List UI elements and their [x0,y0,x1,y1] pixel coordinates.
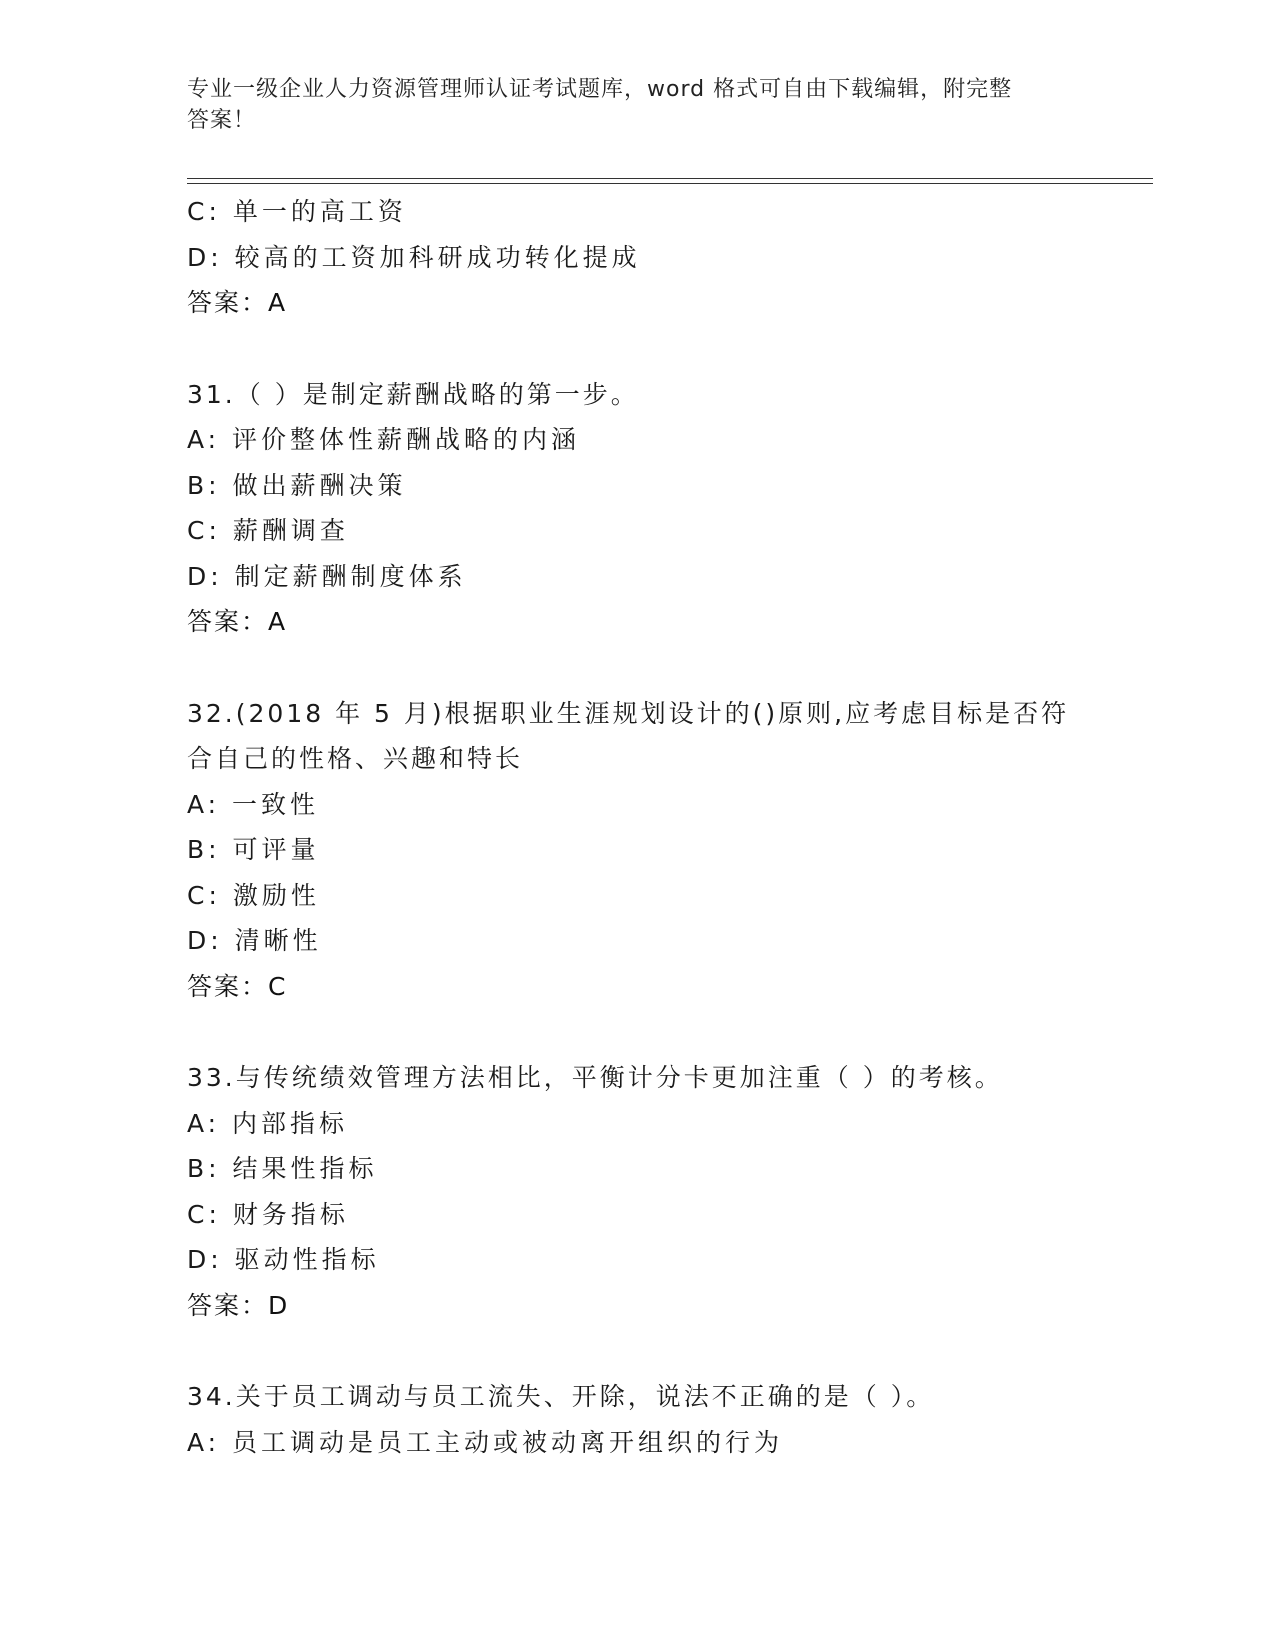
question-stem: 33.与传统绩效管理方法相比，平衡计分卡更加注重（ ）的考核。 [187,1063,1003,1092]
header-divider-top [187,178,1153,179]
header-line-2: 答案！ [187,108,257,133]
answer-label: 答案： [187,1290,269,1320]
answer-line [187,1283,1147,1329]
header-line-1: 专业一级企业人力资源管理师认证考试题库，word 格式可自由下载编辑，附完整 [187,77,1013,102]
question-33 [187,1055,1147,1328]
option-b: B: 可评量 [187,835,320,864]
option-a: A: 员工调动是员工主动或被动离开组织的行为 [187,1427,784,1457]
question-stem: 31.（ ）是制定薪酬战略的第一步。 [187,379,639,409]
option-c: C: 单一的高工资 [187,197,407,226]
answer-value: D [268,1290,290,1320]
option-b: B: 结果性指标 [187,1154,378,1183]
answer-line [187,599,1147,645]
question-stem-continued: 合自己的性格、兴趣和特长 [187,744,524,773]
question-32 [187,691,1147,1010]
question-gap [187,326,1147,372]
option-c: C: 激励性 [187,880,320,910]
answer-line [187,964,1147,1010]
question-30-continued [187,189,1147,326]
question-stem: 32.(2018 年 5 月)根据职业生涯规划设计的()原则,应考虑目标是否符 [187,698,1070,728]
option-d: D: 驱动性指标 [187,1245,380,1274]
header-divider-bottom [187,183,1153,184]
option-d: D: 较高的工资加科研成功转化提成 [187,242,641,272]
question-gap [187,1009,1147,1055]
option-b: B: 做出薪酬决策 [187,470,407,500]
question-list [187,189,1147,1465]
option-c: C: 薪酬调查 [187,516,349,545]
answer-value: A [268,607,288,636]
answer-line [187,280,1147,326]
question-gap [187,645,1147,691]
question-31 [187,372,1147,645]
option-c: C: 财务指标 [187,1199,349,1229]
option-a: A: 评价整体性薪酬战略的内涵 [187,425,581,454]
option-d: D: 制定薪酬制度体系 [187,561,467,591]
answer-value: C [268,971,288,1001]
answer-label: 答案： [187,288,269,317]
answer-label: 答案： [187,971,269,1001]
answer-label: 答案： [187,607,269,636]
question-stem: 34.关于员工调动与员工流失、开除，说法不正确的是（ ）。 [187,1382,935,1411]
question-gap [187,1328,1147,1374]
document-header [187,74,1067,136]
option-d: D: 清晰性 [187,926,322,955]
option-a: A: 一致性 [187,789,320,819]
question-34 [187,1374,1147,1465]
answer-value: A [268,288,288,317]
option-a: A: 内部指标 [187,1108,349,1138]
